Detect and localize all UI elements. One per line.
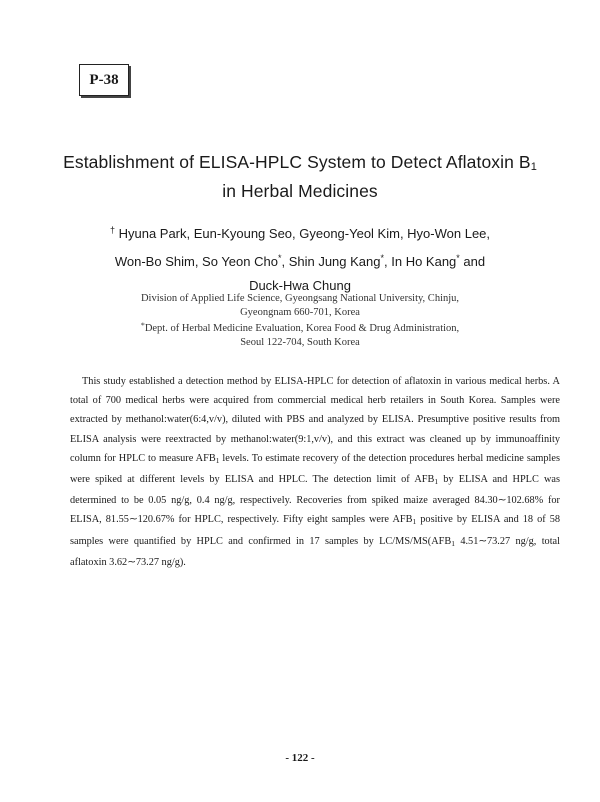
author-list [40,218,560,298]
author-line-2 [40,246,560,274]
affiliations [40,292,560,349]
abstract-text-1: This study established a detection method by ELISA-HPLC for detection of aflatoxin in various medical herbs. A total of 700 medical herbs were acquired from commercial medical herb retailers in South Korea. Samples were extracted by methanol:water(6:4,v/v), diluted with PBS and analyzed by ELISA. Presumptive positive results from ELISA analysis were reextracted by methanol:water(9:1,v/v), and this extract was cleaned up by immunoaffinity column for HPLC to measure AFB [70,376,560,464]
abstract-text-3: by ELISA and HPLC was determined to be 0.05 ng/g, 0.4 ng/g, respectively. Recoveries from spiked maize averaged 84.30∼102.68% for ELISA, 81.55∼120.67% for HPLC, respectively. Fifty eight samples were AFB [70,474,560,526]
affiliation-line-2: Gyeongnam 660-701, Korea [240,306,360,318]
affiliation-mark: * [140,321,145,330]
subscript: 1 [412,517,417,527]
author-line-1-text: Hyuna Park, Eun-Kyoung Seo, Gyeong-Yeol Kim, Hyo-Won Lee, [118,226,491,241]
affiliation-line-3-text: Dept. of Herbal Medicine Evaluation, Korea Food & Drug Administration, [144,323,460,334]
affiliation-mark: * [380,253,385,263]
affiliation-mark: * [456,253,460,263]
abstract-text-2: levels. To estimate recovery of the detection procedures herbal medicine samples were spiked at different levels by ELISA and HPLC. The detection limit of AFB [70,452,560,486]
subscript: 1 [451,538,455,548]
title-subscript: 1 [530,161,537,173]
abstract-text-5: 4.51∼73.27 ng/g, total aflatoxin 3.62∼73.27 ng/g). [70,535,560,568]
author-names-a: Won-Bo Shim, So Yeon Cho [114,254,278,269]
corresponding-mark: † [109,225,115,235]
author-line-1 [40,218,560,246]
author-names-c: , In Ho Kang [384,254,457,269]
poster-code-box [79,64,129,96]
title-line-2: in Herbal Medicines [222,181,378,201]
author-names-d: and [459,254,486,269]
poster-code: P-38 [89,71,119,88]
affiliation-line-1: Division of Applied Life Science, Gyeongsang National University, Chinju, [140,293,460,304]
subscript: 1 [215,455,220,465]
author-names-b: , Shin Jung Kang [281,254,381,269]
affiliation-line-3 [40,319,560,336]
abstract-text-4: positive by ELISA and 18 of 58 samples were quantified by HPLC and confirmed in 17 samples by LC/MS/MS(AFB [70,514,560,547]
affiliation-line-4: Seoul 122-704, South Korea [240,336,360,348]
title-line-1 [40,150,560,179]
author-line-3: Duck-Hwa Chung [249,278,351,293]
paper-title [40,150,560,203]
page-number: - 122 - [285,752,315,764]
abstract-body [70,372,560,572]
title-line-1-main: Establishment of ELISA-HPLC System to Detect Aflatoxin B [63,152,531,172]
affiliation-mark: * [277,253,282,263]
subscript: 1 [434,477,439,487]
